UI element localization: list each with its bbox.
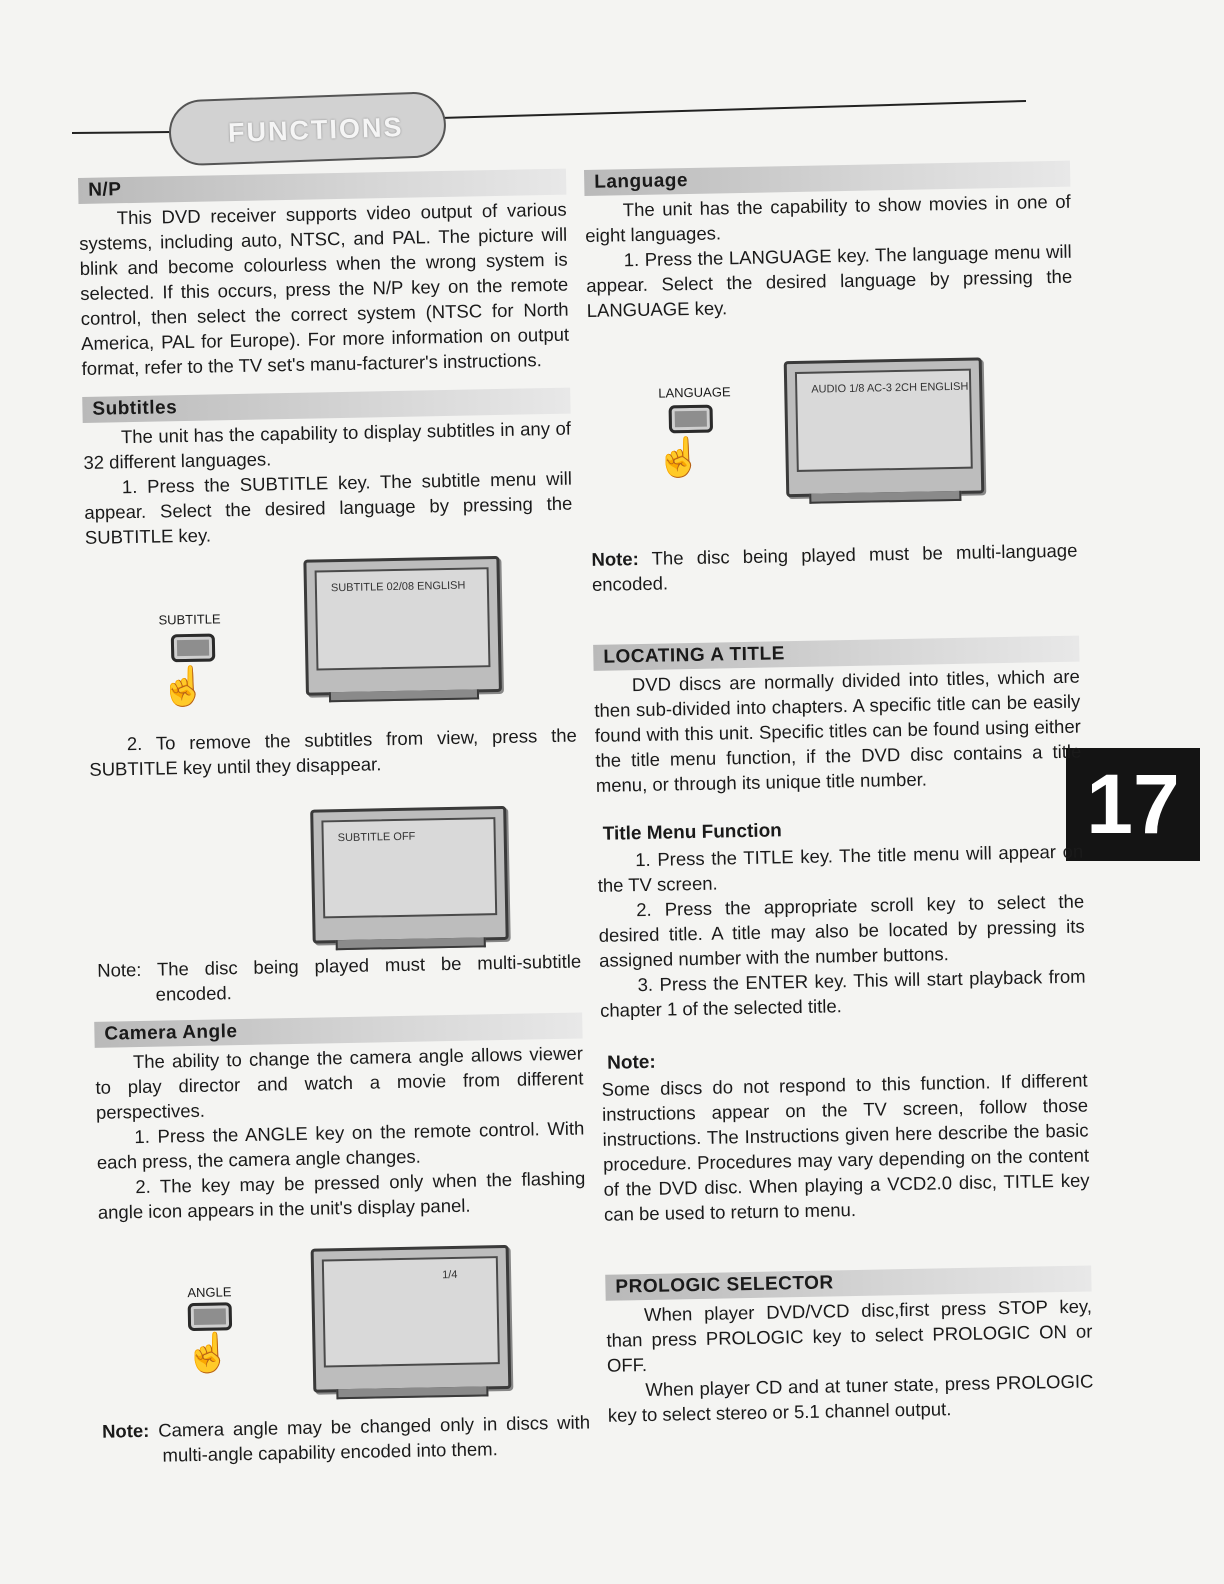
subtitle-off-figure [90,787,580,926]
title-menu-step3: 3. Press the ENTER key. This will start playback from chapter 1 of the selected title. [599,965,1086,1021]
camera-p3: 2. The key may be pressed only when the flashing angle icon appears in the unit's display panel. [97,1167,586,1223]
pointing-hand-icon: ☝ [655,436,704,480]
title-menu-heading: Title Menu Function [602,820,783,845]
locating-note-label: Note: [606,1051,656,1074]
header-title: FUNCTIONS [227,111,404,149]
locating-note-text: Some discs do not respond to this function. If different instructions appear on the TV screen, follow those instructions. The Instructions given here describe the basic procedure. Procedures may vary depending on the content of the DVD disc. When playing a VCD2.0 disc, TITLE key can be used to return to menu. [601,1069,1090,1225]
tv-osd-text: SUBTITLE OFF [337,830,416,845]
language-figure [587,328,1076,487]
camera-p1: The ability to change the camera angle allows viewer to play director and watch a movie from different perspectives. [95,1042,584,1123]
subtitle-button-label: SUBTITLE [158,611,221,628]
language-note-text: The disc being played must be multi-language encoded. [591,539,1078,595]
subtitles-heading: Subtitles [82,388,570,423]
tv-illustration [784,357,985,497]
camera-p2: 1. Press the ANGLE key on the remote control. With each press, the camera angle changes. [96,1117,585,1173]
subtitles-p2: 1. Press the SUBTITLE key. The subtitle menu will appear. Select the desired language by pressing the SUBTITLE key. [84,467,573,548]
tv-osd-text: AUDIO 1/8 AC-3 2CH ENGLISH [811,380,969,396]
angle-button-label: ANGLE [187,1284,232,1301]
np-body: This DVD receiver supports video output of various systems, including auto, NTSC, and PAL. The picture will blink and become colourless when the wrong system is selected. If this occurs, press the N/P key on the remote control, then select the correct system (NTSC for North America, PAL for Europe). For more information on output format, refer to the TV set's manu-facturer's instructions. [79,198,570,379]
prologic-p1: When player DVD/VCD disc,first press STOP key, than press PROLOGIC key to select PROLOGIC ON or OFF. [606,1295,1093,1376]
subtitle-remote-button [171,633,216,662]
left-column [78,169,591,1469]
tv-illustration [310,806,509,944]
locating-heading: LOCATING A TITLE [593,636,1079,671]
camera-note-label: Note: [101,1419,150,1442]
angle-figure [98,1229,589,1388]
subtitles-note: Note: The disc being played must be multi-subtitle encoded. [97,950,582,1005]
language-button-label: LANGUAGE [658,384,731,401]
language-remote-button [669,405,714,434]
tv-illustration [303,556,502,696]
language-p2: 1. Press the LANGUAGE key. The language menu will appear. Select the desired language by pressing the LANGUAGE key. [586,240,1073,321]
pointing-hand-icon: ☝ [159,665,208,709]
right-column [584,161,1094,1428]
camera-heading: Camera Angle [94,1012,582,1047]
title-menu-step1: 1. Press the TITLE key. The title menu will appear on the TV screen. [597,840,1084,896]
page-number: 17 [1086,757,1180,851]
subtitles-p1: The unit has the capability to display subtitles in any of 32 different languages. [83,417,572,473]
page-number-tab [1066,748,1200,861]
tv-illustration [311,1245,512,1393]
subtitles-p3: 2. To remove the subtitles from view, press the SUBTITLE key until they disappear. [89,724,577,780]
camera-note-text: Camera angle may be changed only in discs with multi-angle capability encoded into them. [158,1411,591,1466]
tv-osd-text: 1/4 [442,1268,458,1282]
language-heading: Language [584,161,1070,196]
tv-osd-text: SUBTITLE 02/08 ENGLISH [330,579,466,595]
title-menu-step2: 2. Press the appropriate scroll key to select the desired title. A title may also be located by pressing its assigned number with the number buttons. [598,890,1085,971]
subtitle-figure [85,555,576,709]
np-heading: N/P [78,169,566,204]
pointing-hand-icon: ☝ [184,1332,233,1376]
language-p1: The unit has the capability to show movies in one of eight languages. [585,190,1071,246]
prologic-p2: When player CD and at tuner state, press PROLOGIC key to select stereo or 5.1 channel output. [607,1370,1094,1426]
prologic-heading: PROLOGIC SELECTOR [605,1265,1091,1300]
angle-remote-button [188,1302,233,1331]
language-note-label: Note: [591,548,639,570]
locating-p1: DVD discs are normally divided into titles, which are then sub-divided into chapters. A specific title can be easily found with this unit. Specific titles can be found using either the title menu function, if the DVD disc contains a title menu, or through its unique title number. [594,665,1082,796]
